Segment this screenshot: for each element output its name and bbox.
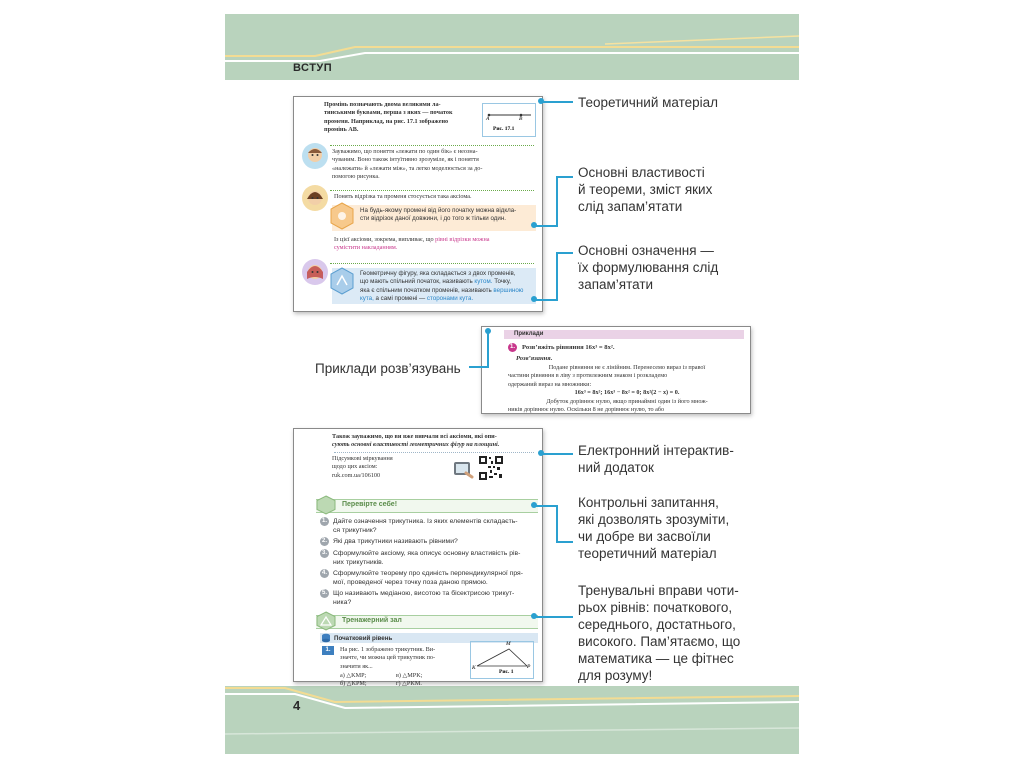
question-2: 2. Які два трикутники називають рівними? [321, 538, 458, 545]
connector-properties-h2 [556, 176, 573, 178]
option-a: а) △KMP; [340, 672, 367, 679]
term-kut: кутом. [474, 278, 493, 286]
avatar-girl2-icon [302, 259, 328, 285]
term-storony: сторонами кута. [426, 295, 474, 303]
check-heading: Перевірте себе! [342, 501, 398, 508]
callout-properties: Основні властивості й теореми, зміст яких слід запам’ятати [578, 165, 713, 214]
triangle-figure-caption: Рис. 1 [499, 669, 514, 675]
axiom-divider [330, 190, 534, 191]
check-hexagon-icon [316, 495, 336, 515]
avatar-boy-icon [302, 143, 328, 169]
ray-label-b: B [519, 116, 523, 122]
section-header: ВСТУП [293, 62, 333, 74]
connector-control-v [556, 505, 558, 543]
connector-definitions-h [536, 299, 558, 301]
callout-theory: Теоретичний матеріал [578, 95, 719, 110]
exercises-sample-box [293, 428, 543, 688]
axiom-hexagon-icon [330, 202, 354, 230]
connector-exercises [536, 616, 573, 618]
axiom-text: На будь-якому промені від його початку можна відкла- сти відрізок даної довжини, і до того ж тільки один. [360, 207, 517, 223]
ray-label-a: A [486, 116, 490, 122]
connector-definitions-h2 [556, 252, 573, 254]
axioms-note: Також зауважимо, що ви вже вивчали всі аксіоми, які опи- сують основні властивості геометричних фігур на площині. [332, 433, 500, 449]
consequence-text: Із цієї аксіоми, зокрема, випливає, що рівні відрізки можна сумістити накладанням. [334, 236, 490, 252]
option-b: б) △KPM; [340, 680, 367, 688]
triangle-label-m: M [506, 641, 511, 647]
task-options [340, 672, 458, 689]
connector-electronic [543, 453, 573, 455]
theory-sample-box [293, 96, 543, 312]
callout-examples: Приклади розв’язувань [315, 361, 461, 376]
connector-control-h2 [556, 541, 573, 543]
example-solution-label: Розв’язання. [516, 355, 553, 362]
term-vershyna: вершиною [493, 286, 524, 294]
summary-divider [334, 452, 534, 453]
footer-decorative-lines [225, 674, 799, 754]
remark-text: Зауважимо, що поняття «лежати по один бік» є неозна- чуваним. Воно також інтуїтивно зрозуміле, як і поняття «належати» й «лежати між», та легко моделюється за до- помогою рисунка. [332, 148, 483, 181]
page-number: 4 [293, 698, 301, 713]
connector-theory [543, 101, 573, 103]
example-number-badge: 1. [509, 344, 515, 350]
summary-text: Підсумкові міркування щодо цих аксіом: ruk.com.ua/106100 [332, 455, 452, 480]
level-heading: Початковий рівень [334, 635, 393, 642]
consequence-highlight: рівні відрізки можна [435, 236, 490, 243]
axiom-intro-text: Понять відрізка та променя стосується така аксіома. [334, 193, 472, 200]
connector-examples-h [469, 366, 488, 368]
triangle-label-k: K [472, 665, 476, 671]
gym-hexagon-icon [316, 611, 336, 631]
definition-divider [330, 263, 534, 264]
triangle-label-p: P [527, 664, 531, 670]
example-solution-text: Подане рівняння не є лінійним. Перенесемо вираз із правої частини рівняння в ліву з протилежним знаком і розкладемо одержаний вираз на множники: 16x³ = 8x²; 16x³ − 8x² = 0; 8x²(2 − x) = 0. Добуток дорівнює нулю, якщо принаймні один із його множ- ників дорівнює нулю. Оскільки 8 не дорівнює нулю, то або [508, 364, 708, 414]
qr-code-icon[interactable] [478, 455, 504, 481]
callout-exercises: Тренувальні вправи чоти- рьох рівнів: початкового, середнього, достатнього, високого. Пам’ятаємо, що математика — це фітнес для розуму! [578, 583, 741, 683]
ray-figure [482, 103, 536, 137]
tablet-icon [452, 459, 474, 479]
definition-hexagon-icon [330, 267, 354, 295]
callout-electronic: Електронний інтерактив- ний додаток [578, 443, 734, 475]
header-decorative-lines [225, 14, 799, 94]
remark-divider [330, 145, 534, 146]
task-text: На рис. 1 зображено трикутник. Ви- значте, чи можна цей трикутник по- значити як... [340, 646, 436, 670]
example-problem: Розв’яжіть рівняння 16x³ = 8x². [522, 344, 615, 351]
connector-properties-v [556, 176, 558, 227]
connector-examples-v [487, 330, 489, 368]
examples-heading: Приклади [514, 331, 544, 337]
term-kuta: кута, [360, 295, 374, 303]
ray-diagram [483, 104, 535, 126]
gym-heading: Тренажерний зал [342, 617, 402, 624]
definition-text: Геометричну фігуру, яка складається з двох променів, що мають спільний початок, називають кутом. Точку, яка є спільним початком променів, називають вершиною кута, а самі промені — сторонами кута. [360, 270, 524, 303]
connector-properties-h [536, 225, 558, 227]
callout-control: Контрольні запитання, які дозволять зрозуміти, чи добре ви засвоїли теоретичний матеріал [578, 495, 730, 561]
ray-intro-text: Промінь позначають двома великими ла- тинськими буквами, перша з яких — початок променя. Наприклад, на рис. 17.1 зображено промінь AB. [324, 101, 453, 134]
level-cylinder-icon [321, 633, 331, 643]
option-g: г) △PKM. [396, 680, 422, 688]
callout-definitions: Основні означення — їх формулювання слід запам’ятати [578, 243, 719, 292]
question-5: 5. Що називають медіаною, висотою та бісектрисою трикут- ника? [321, 590, 515, 606]
triangle-figure [470, 641, 534, 679]
connector-definitions-v [556, 252, 558, 301]
summary-link[interactable]: ruk.com.ua/106100 [332, 471, 381, 479]
question-3: 3. Сформулюйте аксіому, яка описує основну властивість рів- них трикутників. [321, 550, 521, 566]
examples-sample-box [481, 326, 751, 414]
textbook-page [225, 14, 799, 754]
question-4: 4. Сформулюйте теорему про єдиність перпендикулярної пря- мої, проведеної через точку поза даною прямою. [321, 570, 523, 586]
ray-figure-caption: Рис. 17.1 [493, 126, 515, 132]
avatar-girl-icon [302, 185, 328, 211]
option-v: в) △MPK; [396, 672, 423, 679]
task-number-badge: 1. [322, 646, 334, 655]
question-1: 1. Дайте означення трикутника. Із яких елементів складаєть- ся трикутник? [321, 518, 518, 534]
connector-control-h [536, 505, 558, 507]
